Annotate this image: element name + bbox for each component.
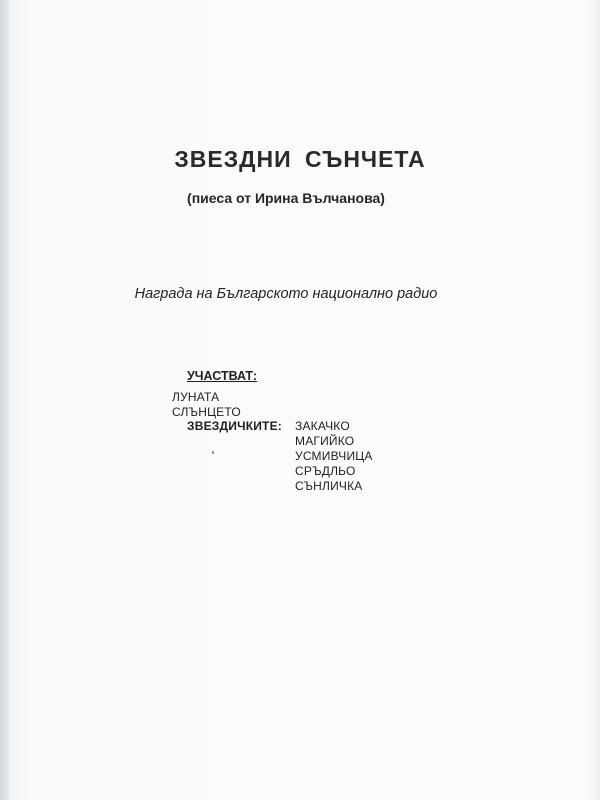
cast-group-member: УСМИВЧИЦА (295, 449, 373, 463)
play-title: ЗВЕЗДНИ СЪНЧЕТА (174, 146, 426, 172)
page-right-edge (586, 0, 600, 800)
cast-group-label: ЗВЕЗДИЧКИТЕ: (187, 419, 282, 433)
cast-character-sun: СЛЪНЦЕТО (172, 405, 241, 419)
cast-group-member: МАГИЙКО (295, 434, 355, 448)
cast-group-member: ЗАКАЧКО (295, 419, 350, 433)
cast-group-member: СРЪДЛЬО (295, 464, 356, 478)
cast-group-member: СЪНЛИЧКА (295, 479, 363, 493)
cast-heading: УЧАСТВАТ: (187, 369, 258, 383)
cast-character-moon: ЛУНАТА (172, 390, 220, 404)
award-line: Награда на Българското национално радио (134, 286, 438, 302)
scan-speck (212, 451, 214, 454)
play-author-subtitle: (пиеса от Ирина Вълчанова) (187, 190, 385, 206)
page-binding-edge (0, 0, 9, 800)
